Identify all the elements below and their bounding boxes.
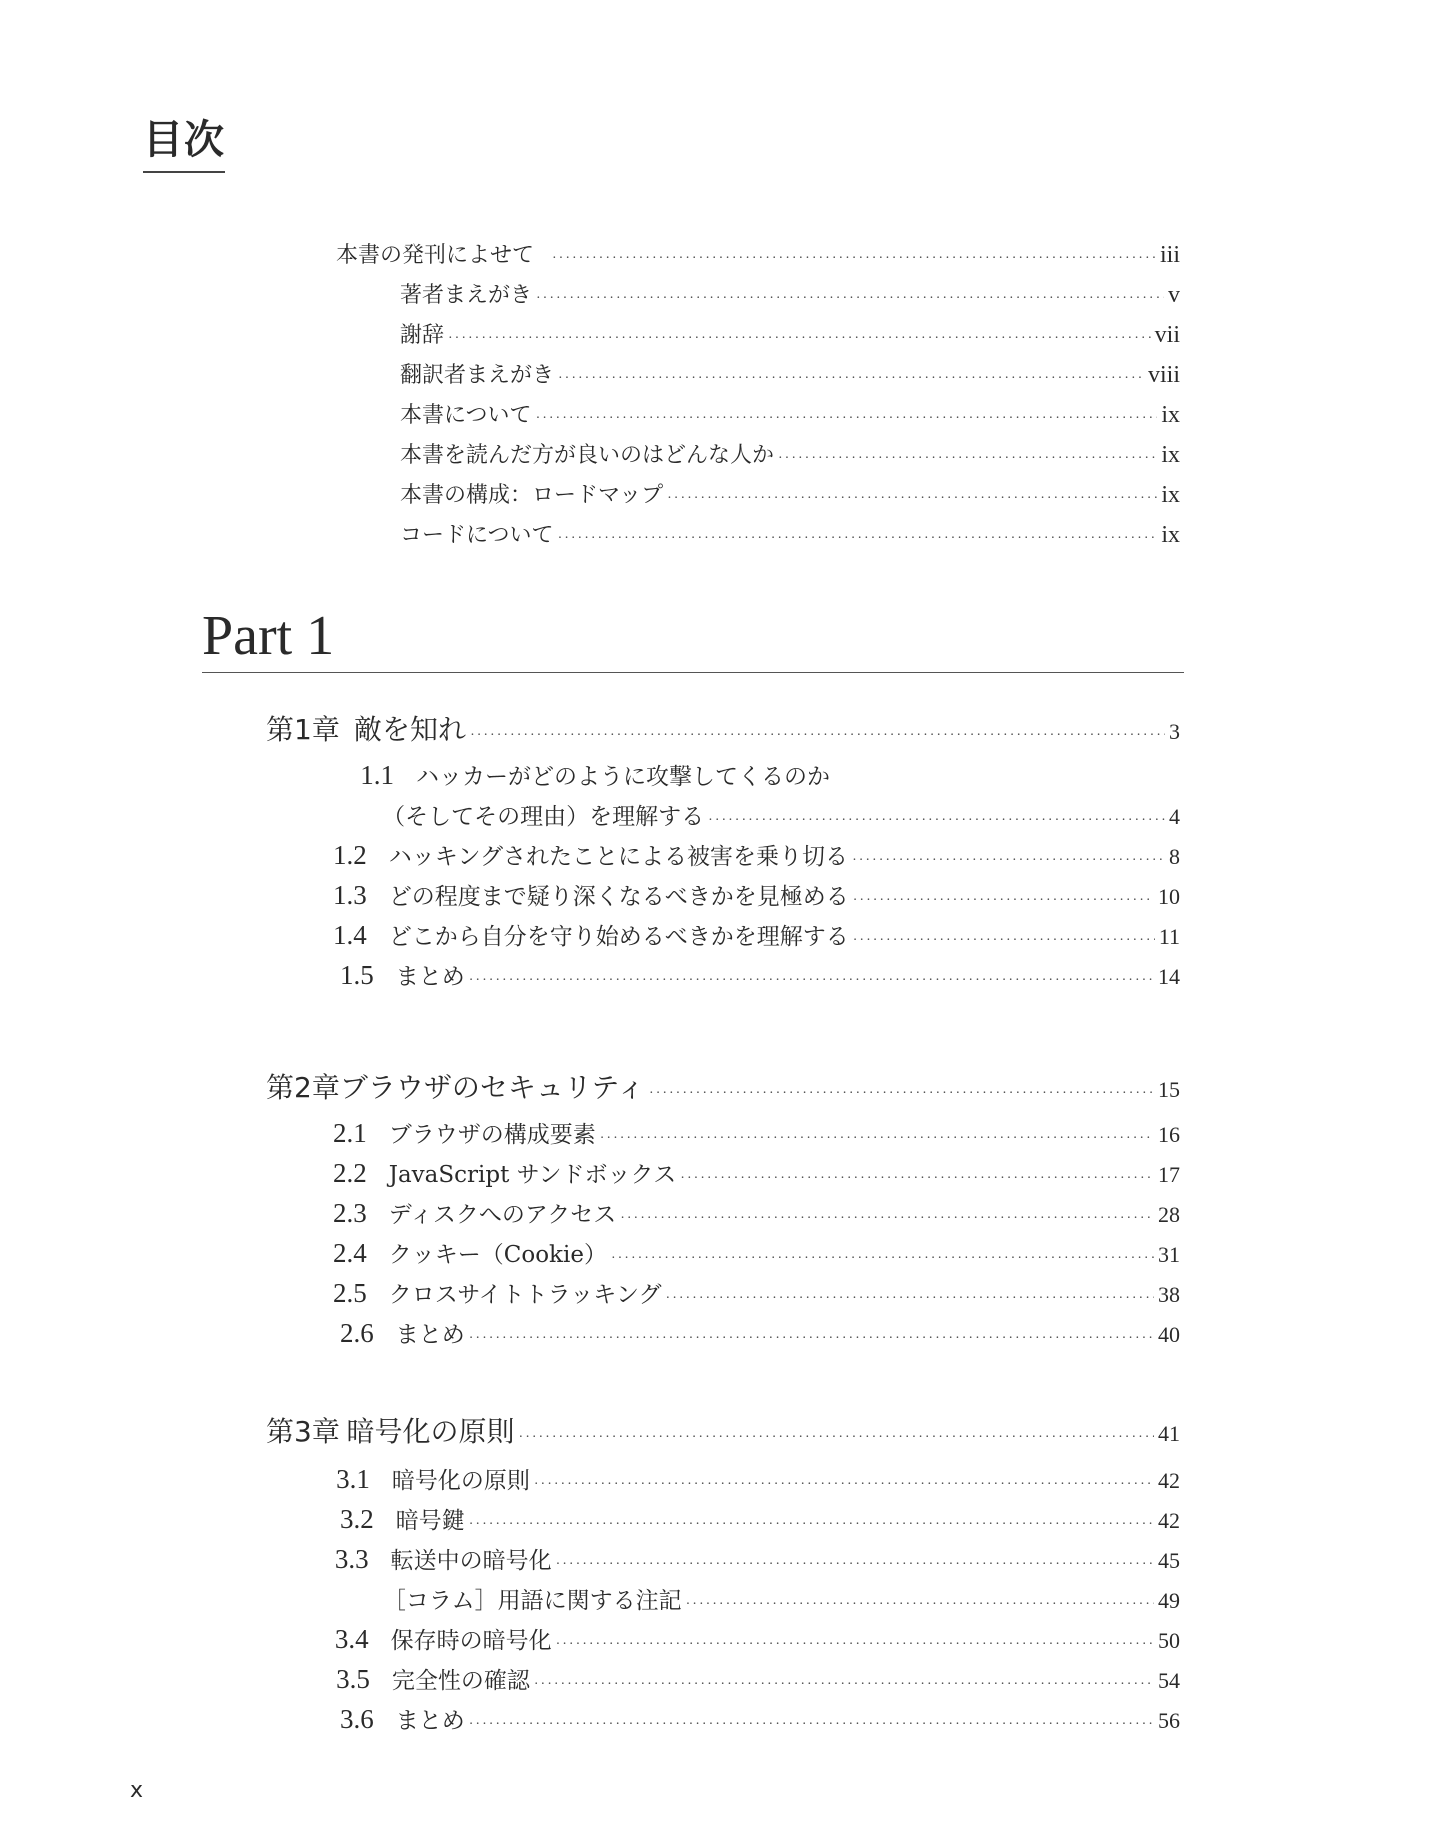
section-number: 2.6: [340, 1318, 374, 1348]
section-page: 17: [1158, 1162, 1180, 1187]
section-title: ハッキングされたことによる被害を乗り切る: [388, 844, 849, 870]
leader-dots: [552, 251, 1156, 267]
leader-dots: [558, 531, 1158, 547]
toc-chapter-2[interactable]: [266, 1066, 1180, 1106]
toc-entry-about-code[interactable]: [400, 518, 1180, 549]
section-page: 54: [1158, 1668, 1180, 1693]
section-title: クロスサイトトラッキング: [388, 1282, 662, 1308]
leader-dots: [680, 1171, 1154, 1187]
toc-entry-about-book[interactable]: [400, 398, 1180, 429]
toc-section-3-5[interactable]: [333, 1662, 1180, 1695]
entry-page: ix: [1161, 402, 1180, 428]
section-number: 1.4: [333, 920, 367, 950]
section-page: 10: [1158, 884, 1180, 909]
section-page: 31: [1158, 1242, 1180, 1267]
toc-entry-roadmap[interactable]: [400, 478, 1180, 509]
toc-entry-translator-preface[interactable]: [400, 358, 1180, 389]
entry-label: 謝辞: [400, 323, 445, 348]
section-page: 11: [1158, 924, 1180, 949]
section-title: 暗号鍵: [395, 1508, 465, 1534]
entry-label: 本書を読んだ方が良いのはどんな人か: [400, 443, 775, 468]
toc-entry-foreword[interactable]: [336, 238, 1180, 269]
section-number: 2.1: [333, 1118, 367, 1148]
section-number: 2.5: [333, 1278, 367, 1308]
leader-dots: [469, 1517, 1154, 1533]
chapter-page: 41: [1158, 1421, 1180, 1446]
leader-dots: [469, 1717, 1154, 1733]
toc-entry-author-preface[interactable]: [400, 278, 1180, 309]
section-number: 2.3: [333, 1198, 367, 1228]
leader-dots: [536, 291, 1164, 307]
leader-dots: [611, 1251, 1154, 1267]
toc-section-1-4[interactable]: [333, 918, 1180, 951]
toc-section-2-2[interactable]: [333, 1156, 1180, 1189]
section-page: 8: [1169, 844, 1180, 869]
section-title: 保存時の暗号化: [390, 1628, 552, 1654]
section-number: 1.2: [333, 840, 367, 870]
chapter-number: 第3章: [266, 1415, 340, 1448]
section-title: ブラウザの構成要素: [388, 1122, 596, 1148]
leader-dots: [667, 491, 1157, 507]
section-title: 暗号化の原則: [391, 1468, 530, 1494]
entry-page: ix: [1161, 522, 1180, 548]
chapter-title: 敵を知れ: [354, 713, 467, 746]
section-number: 3.1: [336, 1464, 370, 1494]
toc-entry-acknowledgments[interactable]: [400, 318, 1180, 349]
section-page: 45: [1158, 1548, 1180, 1573]
section-number: 3.3: [334, 1544, 369, 1574]
entry-label: 本書について: [400, 403, 532, 428]
section-title: JavaScript サンドボックス: [388, 1162, 677, 1188]
section-title: ［コラム］用語に関する注記: [382, 1588, 682, 1614]
section-number: 1.3: [333, 880, 367, 910]
section-number: 2.2: [333, 1158, 367, 1188]
leader-dots: [708, 813, 1165, 829]
section-title: まとめ: [395, 964, 465, 990]
section-title: （そしてその理由）を理解する: [382, 804, 705, 830]
toc-section-3-3[interactable]: [333, 1542, 1180, 1575]
leader-dots: [470, 728, 1165, 744]
toc-section-1-5[interactable]: [333, 958, 1180, 991]
leader-dots: [600, 1131, 1154, 1147]
toc-section-2-4[interactable]: [333, 1236, 1180, 1269]
leader-dots: [534, 1677, 1154, 1693]
entry-label: コードについて: [400, 523, 554, 548]
toc-section-3-1[interactable]: [333, 1462, 1180, 1495]
section-title: どの程度まで疑り深くなるべきかを見極める: [388, 884, 849, 910]
entry-page: viii: [1147, 362, 1180, 388]
entry-page: iii: [1159, 242, 1180, 268]
chapter-number: 第1章: [266, 713, 340, 746]
section-title: ディスクへのアクセス: [388, 1202, 617, 1228]
entry-page: vii: [1154, 322, 1180, 348]
section-title: クッキー（Cookie）: [388, 1242, 607, 1268]
leader-dots: [852, 853, 1165, 869]
section-number: 2.4: [333, 1238, 367, 1268]
section-title: 転送中の暗号化: [390, 1548, 552, 1574]
toc-section-3-4[interactable]: [333, 1622, 1180, 1655]
leader-dots: [519, 1430, 1154, 1446]
leader-dots: [536, 411, 1158, 427]
leader-dots: [556, 1637, 1154, 1653]
section-page: 38: [1158, 1282, 1180, 1307]
leader-dots: [620, 1211, 1154, 1227]
section-page: 4: [1169, 804, 1180, 829]
section-page: 16: [1158, 1122, 1180, 1147]
entry-label: 著者まえがき: [400, 283, 533, 308]
section-page: 28: [1158, 1202, 1180, 1227]
leader-dots: [666, 1291, 1154, 1307]
chapter-page: 15: [1158, 1077, 1180, 1102]
section-page: 40: [1158, 1322, 1180, 1347]
leader-dots: [649, 1086, 1154, 1102]
section-title-line1: ハッカーがどのように攻撃してくるのか: [416, 764, 830, 790]
section-title: 完全性の確認: [391, 1668, 530, 1694]
part-title: Part 1: [202, 605, 335, 667]
entry-page: ix: [1161, 482, 1180, 508]
chapter-number: 第2章: [266, 1071, 340, 1104]
entry-label: 本書の発刊によせて: [336, 243, 535, 268]
section-page: 14: [1158, 964, 1180, 989]
toc-section-1-1-line1[interactable]: [333, 758, 830, 791]
chapter-page: 3: [1169, 719, 1180, 744]
section-page: 49: [1158, 1588, 1180, 1613]
leader-dots: [853, 893, 1154, 909]
section-page: 42: [1158, 1508, 1180, 1533]
section-number: 1.5: [340, 960, 374, 990]
leader-dots: [448, 331, 1151, 347]
leader-dots: [534, 1477, 1154, 1493]
toc-section-3-2[interactable]: [333, 1502, 1180, 1535]
section-page: 42: [1158, 1468, 1180, 1493]
toc-section-1-3[interactable]: [333, 878, 1180, 911]
leader-dots: [558, 371, 1144, 387]
leader-dots: [469, 973, 1154, 989]
section-number: 3.2: [340, 1504, 374, 1534]
leader-dots: [853, 933, 1155, 949]
toc-section-2-1[interactable]: [333, 1116, 1180, 1149]
section-number: 3.6: [340, 1704, 374, 1734]
page-number-folio: x: [130, 1778, 144, 1803]
leader-dots: [686, 1597, 1154, 1613]
toc-title: 目次: [143, 108, 225, 173]
section-page: 50: [1158, 1628, 1180, 1653]
entry-page: ix: [1161, 442, 1180, 468]
entry-label: 翻訳者まえがき: [400, 363, 555, 388]
toc-section-1-2[interactable]: [333, 838, 1180, 871]
toc-section-3-6[interactable]: [333, 1702, 1180, 1735]
toc-section-2-3[interactable]: [333, 1196, 1180, 1229]
section-number: 1.1: [360, 760, 394, 790]
section-title: どこから自分を守り始めるべきかを理解する: [388, 924, 849, 950]
toc-section-1-1[interactable]: [333, 798, 1180, 831]
toc-chapter-1[interactable]: [266, 708, 1180, 748]
entry-page: v: [1168, 282, 1180, 308]
leader-dots: [556, 1557, 1154, 1573]
chapter-title: ブラウザのセキュリティ: [339, 1071, 646, 1104]
toc-chapter-3[interactable]: [266, 1410, 1180, 1450]
leader-dots: [778, 451, 1157, 467]
toc-section-2-6[interactable]: [333, 1316, 1180, 1349]
part-divider: [202, 672, 1184, 673]
chapter-title: 暗号化の原則: [346, 1415, 515, 1448]
toc-column-note[interactable]: [333, 1582, 1180, 1615]
section-number: 3.5: [336, 1664, 370, 1694]
section-number: 3.4: [334, 1624, 369, 1654]
toc-entry-who-should-read[interactable]: [400, 438, 1180, 469]
toc-section-2-5[interactable]: [333, 1276, 1180, 1309]
entry-label: 本書の構成：ロードマップ: [400, 483, 664, 508]
section-title: まとめ: [395, 1708, 465, 1734]
section-page: 56: [1158, 1708, 1180, 1733]
leader-dots: [469, 1331, 1154, 1347]
section-title: まとめ: [395, 1322, 465, 1348]
